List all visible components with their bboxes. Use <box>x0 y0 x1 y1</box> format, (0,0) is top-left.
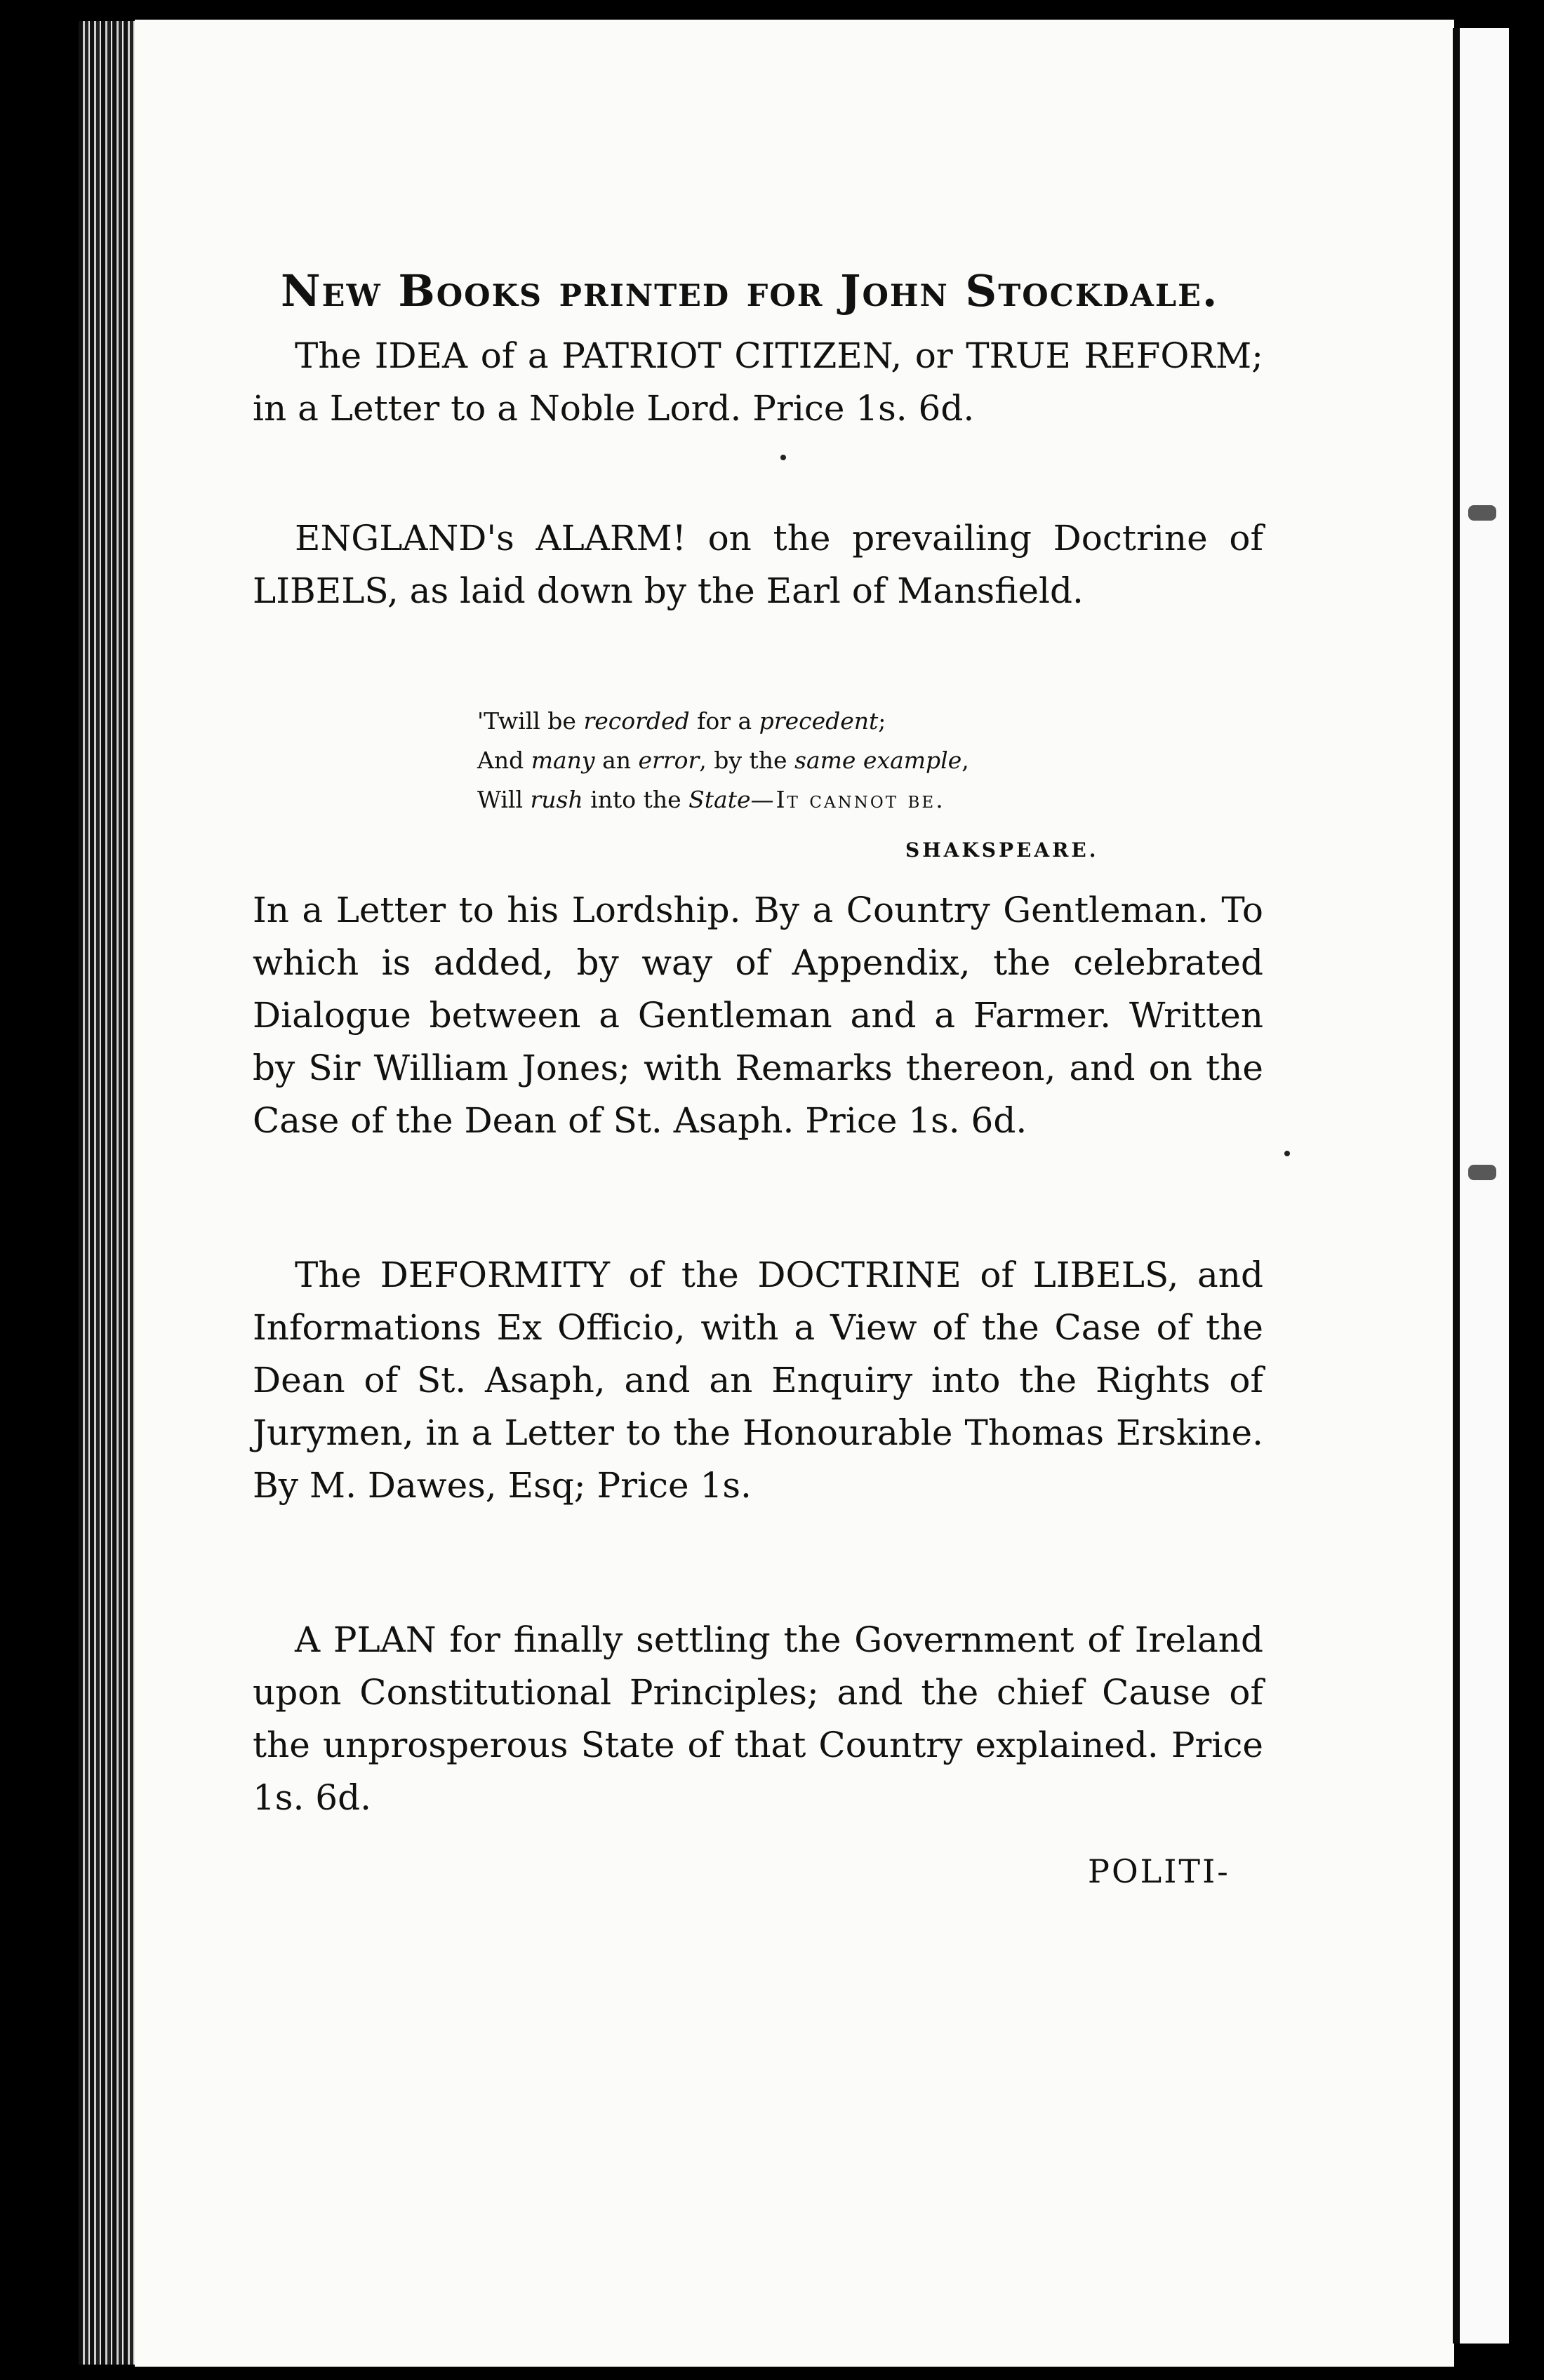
ink-blot <box>1468 505 1496 521</box>
page-heading <box>281 265 1263 316</box>
quote-line: 'Twill be recorded for a precedent; <box>477 707 886 735</box>
heading-prefix: New Books printed for <box>281 265 824 316</box>
heading-publisher: John Stockdale. <box>840 265 1219 316</box>
printing-speck <box>1284 1151 1290 1156</box>
entry-text: The DEFORMITY of the DOCTRINE of LIBELS, and Informations Ex Officio, with a View of the Case of the Dean of St. Asaph, and an Enquiry into the Rights of Jurymen, in a Letter to the Honourable Thomas Erskine. By M. Dawes, Esq; Price 1s. <box>253 1255 1263 1506</box>
catchword: POLITI- <box>1088 1852 1230 1890</box>
facing-page <box>1460 28 1509 2344</box>
entry-text: A PLAN for finally settling the Government of Ireland upon Constitutional Principles; and the chief Cause of the unprosperous State of that Country explained. Price 1s. 6d. <box>253 1619 1263 1818</box>
book-gutter <box>79 21 136 2365</box>
entry-text: ENGLAND's ALARM! on the prevailing Doctrine of LIBELS, as laid down by the Earl of Mansfield. <box>253 518 1263 611</box>
entry-englands-alarm-continued <box>253 884 1263 1147</box>
printing-speck <box>780 455 786 460</box>
entry-idea-patriot <box>253 330 1263 435</box>
entry-englands-alarm <box>253 512 1263 617</box>
quote-attribution: SHAKSPEARE. <box>905 838 1099 862</box>
quote-line: And many an error, by the same example, <box>477 747 969 774</box>
entry-plan-ireland <box>253 1614 1263 1824</box>
epigraph-quote <box>477 702 1249 820</box>
entry-deformity <box>253 1249 1263 1512</box>
entry-text: In a Letter to his Lordship. By a Country Gentleman. To which is added, by way of Appendix, the celebrated Dialogue between a Gentleman and a Farmer. Written by Sir William Jones; with Remarks thereon, and on the Case of the Dean of St. Asaph. Price 1s. 6d. <box>253 890 1263 1141</box>
entry-text: The IDEA of a PATRIOT CITIZEN, or TRUE REFORM; in a Letter to a Noble Lord. Price 1s. 6d. <box>253 335 1263 429</box>
ink-blot <box>1468 1165 1496 1180</box>
quote-line: Will rush into the State—It cannot be. <box>477 786 945 813</box>
